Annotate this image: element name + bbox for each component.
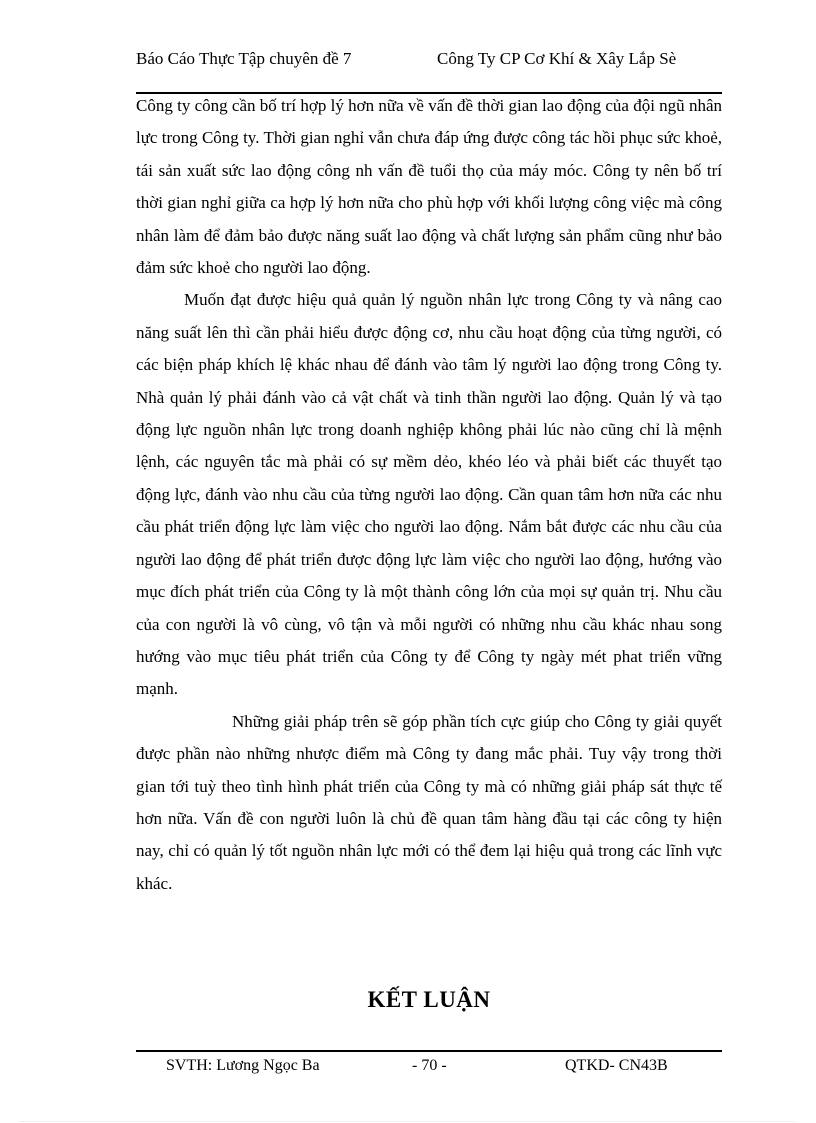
- report-title: Báo Cáo Thực Tập chuyên đề 7: [136, 49, 352, 68]
- paragraph-working-time: Công ty công cần bố trí hợp lý hơn nữa về vấn đề thời gian lao động của đội ngũ nhân lực trong Công ty. Thời gian nghỉ vẫn chưa đáp ứng được công tác hồi phục sức khoẻ, tái sản xuất sức lao động công nh vấn đề tuổi thọ của máy móc. Công ty nên bố trí thời gian nghỉ giữa ca hợp lý hơn nữa cho phù hợp với khối lượng công việc mà công nhân làm để đảm bảo được năng suất lao động và chất lượng sản phẩm cũng như bảo đảm sức khoẻ cho người lao động.: [136, 96, 722, 278]
- page-number: - 70 -: [412, 1057, 447, 1074]
- conclusion-heading: KẾT LUẬN: [367, 987, 491, 1012]
- paragraph-solutions: Những giải pháp trên sẽ góp phần tích cực giúp cho Công ty giải quyết được phần nào những nhược điểm mà Công ty đang mắc phải. Tuy vậy trong thời gian tới tuỳ theo tình hình phát triển của Công ty mà có những giải pháp sát thực tế hơn nữa. Vấn đề con người luôn là chủ đề quan tâm hàng đầu tại các công ty hiện nay, chỉ có quản lý tốt nguồn nhân lực mới có thể đem lại hiệu quả trong các lĩnh vực khác.: [136, 711, 722, 893]
- page-edge-dots: [20, 1121, 796, 1122]
- company-name: Công Ty CP Cơ Khí & Xây Lắp Sè: [437, 49, 677, 68]
- footer-divider: [136, 1050, 722, 1052]
- paragraph-motivation: Muốn đạt được hiệu quả quản lý nguồn nhân lực trong Công ty và nâng cao năng suất lên thì cần phải hiểu được động cơ, nhu cầu hoạt động của từng người, có các biện pháp khích lệ khác nhau để đánh vào tâm lý người lao động trong Công ty. Nhà quản lý phải đánh vào cả vật chất và tinh thần người lao động. Quản lý và tạo động lực nguồn nhân lực trong doanh nghiệp không phải lúc nào cũng chỉ là mệnh lệnh, các nguyên tắc mà phải có sự mềm dẻo, khéo léo và phải biết các thuyết tạo động lực, đánh vào nhu cầu của từng người lao động. Cần quan tâm hơn nữa các nhu cầu phát triển động lực làm việc cho người lao động. Nắm bắt được các nhu cầu của người lao động để phát triển được động lực làm việc cho người lao động, hướng vào mục đích phát triển của Công ty là một thành công lớn của mọi sự quản trị. Nhu cầu của con người là vô cùng, vô tận và mỗi người có những nhu cầu khác nhau song hướng vào mục tiêu phát triển của Công ty để Công ty ngày mét phat triển vững mạnh.: [136, 290, 722, 699]
- document-body: [136, 90, 722, 900]
- footer-student: SVTH: Lương Ngọc Ba: [166, 1057, 320, 1074]
- footer-class-code: QTKD- CN43B: [565, 1057, 668, 1074]
